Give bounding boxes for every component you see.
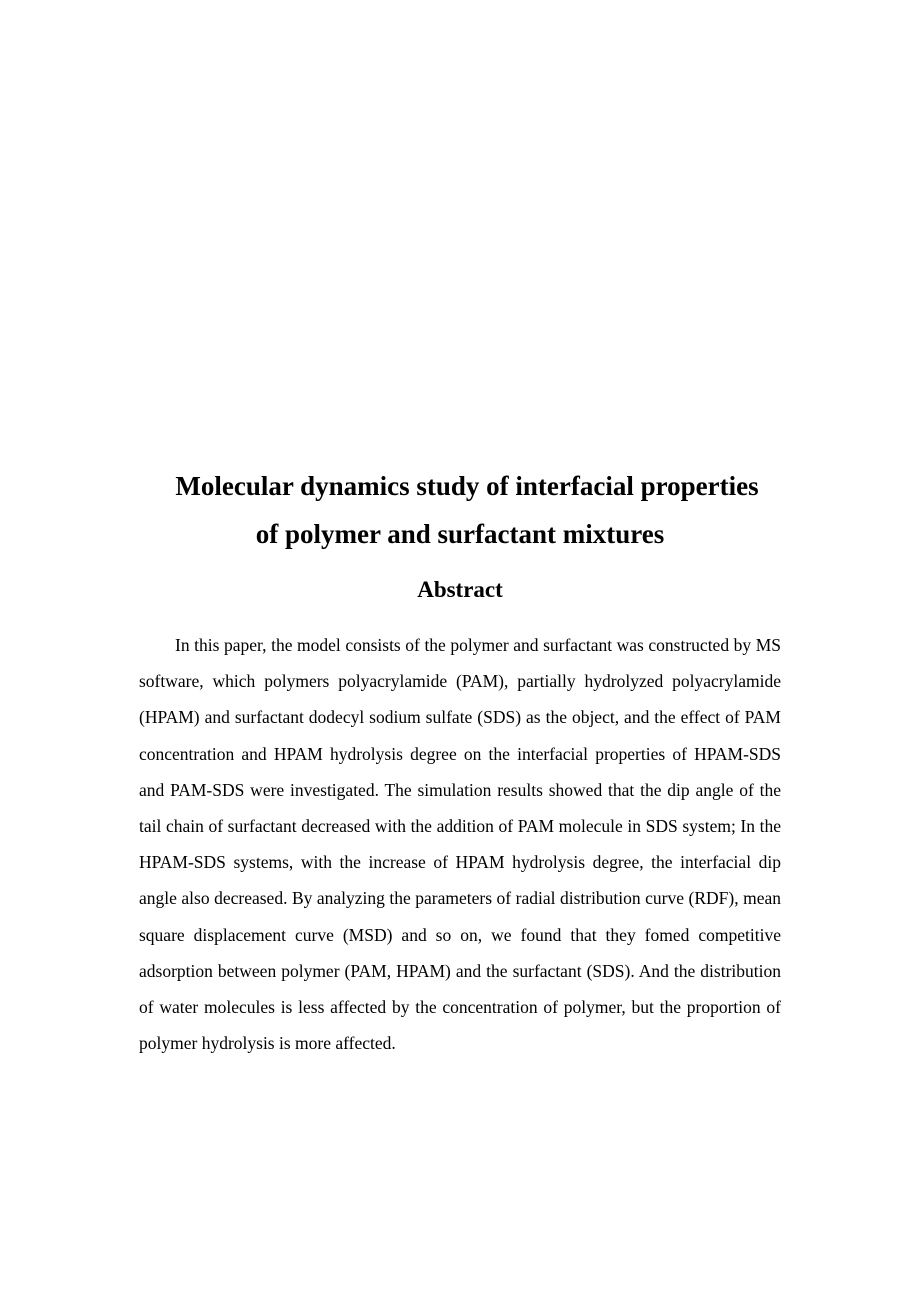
paper-title-line-1: Molecular dynamics study of interfacial properties	[175, 471, 759, 501]
abstract-paragraph: In this paper, the model consists of the polymer and surfactant was constructed by MS software, which polymers polyacrylamide (PAM), partially hydrolyzed polyacrylamide (HPAM) and surfactant dodecyl sodium sulfate (SDS) as the object, and the effect of PAM concentration and HPAM hydrolysis degree on the interfacial properties of HPAM-SDS and PAM-SDS were investigated. The simulation results showed that the dip angle of the tail chain of surfactant decreased with the addition of PAM molecule in SDS system; In the HPAM-SDS systems, with the increase of HPAM hydrolysis degree, the interfacial dip angle also decreased. By analyzing the parameters of radial distribution curve (RDF), mean square displacement curve (MSD) and so on, we found that they fomed competitive adsorption between polymer (PAM, HPAM) and the surfactant (SDS). And the distribution of water molecules is less affected by the concentration of polymer, but the proportion of polymer hydrolysis is more affected.	[139, 635, 781, 1054]
abstract-heading: Abstract	[417, 577, 503, 602]
paper-title-line-2: of polymer and surfactant mixtures	[255, 519, 665, 549]
paper-title	[0, 462, 920, 558]
